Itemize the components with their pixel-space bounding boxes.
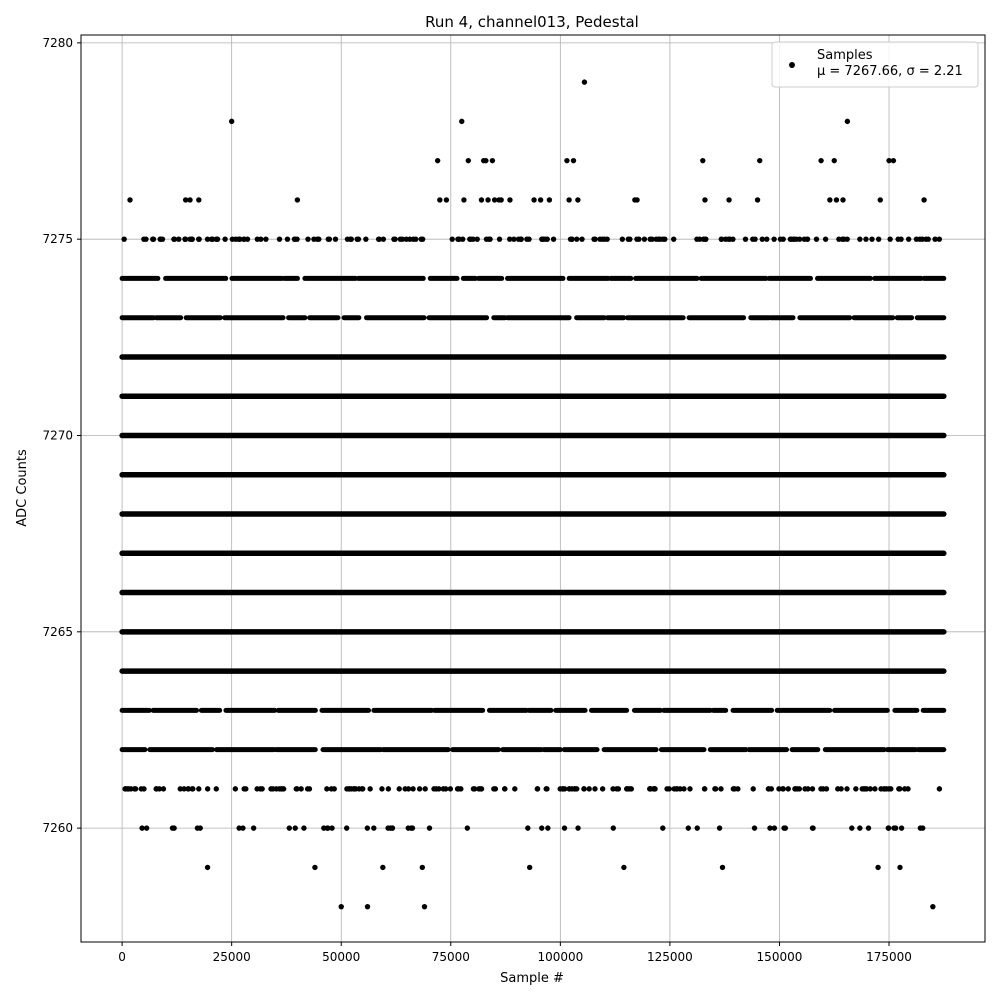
sample-point bbox=[339, 904, 344, 909]
sample-point bbox=[866, 825, 871, 830]
sample-point bbox=[642, 236, 647, 241]
sample-point bbox=[460, 236, 465, 241]
sample-point bbox=[926, 236, 931, 241]
sample-point bbox=[538, 197, 543, 202]
x-tick-label: 75000 bbox=[431, 950, 470, 964]
sample-point bbox=[427, 825, 432, 830]
sample-point bbox=[365, 825, 370, 830]
sample-point bbox=[263, 236, 268, 241]
sample-point bbox=[477, 786, 482, 791]
sample-point bbox=[703, 236, 708, 241]
sample-point bbox=[647, 236, 652, 241]
sample-point bbox=[592, 786, 597, 791]
sample-point bbox=[899, 825, 904, 830]
sample-point bbox=[210, 236, 215, 241]
sample-point bbox=[485, 197, 490, 202]
sample-point bbox=[287, 825, 292, 830]
sample-point bbox=[236, 825, 241, 830]
sample-point bbox=[420, 865, 425, 870]
sample-point bbox=[547, 197, 552, 202]
sample-point bbox=[872, 786, 877, 791]
legend-series-label: Samples bbox=[817, 48, 873, 63]
sample-point bbox=[465, 825, 470, 830]
sample-point bbox=[810, 825, 815, 830]
sample-point bbox=[214, 786, 219, 791]
sample-point bbox=[621, 865, 626, 870]
sample-point bbox=[834, 197, 839, 202]
sample-point bbox=[390, 825, 395, 830]
x-tick-label: 100000 bbox=[537, 950, 584, 964]
sample-point bbox=[354, 236, 359, 241]
sample-point bbox=[772, 825, 777, 830]
sample-point bbox=[157, 236, 162, 241]
sample-point bbox=[652, 786, 657, 791]
sample-point bbox=[886, 825, 891, 830]
sample-point bbox=[365, 904, 370, 909]
sample-point bbox=[571, 158, 576, 163]
chart-title: Run 4, channel013, Pedestal bbox=[425, 13, 639, 31]
sample-point bbox=[196, 197, 201, 202]
sample-point bbox=[838, 786, 843, 791]
sample-point bbox=[525, 825, 530, 830]
sample-point bbox=[507, 236, 512, 241]
sample-point bbox=[241, 236, 246, 241]
sample-point bbox=[921, 197, 926, 202]
sample-point bbox=[713, 786, 718, 791]
sample-point bbox=[878, 197, 883, 202]
sample-point bbox=[507, 197, 512, 202]
y-tick-label: 7260 bbox=[42, 821, 73, 836]
sample-point bbox=[122, 786, 127, 791]
sample-point bbox=[376, 236, 381, 241]
sample-point bbox=[562, 825, 567, 830]
sample-point bbox=[386, 786, 391, 791]
sample-point bbox=[402, 786, 407, 791]
sample-point bbox=[295, 197, 300, 202]
sample-point bbox=[363, 236, 368, 241]
sample-point bbox=[820, 786, 825, 791]
sample-point bbox=[413, 236, 418, 241]
sample-point bbox=[443, 786, 448, 791]
y-tick-label: 7270 bbox=[42, 428, 73, 443]
sample-point bbox=[840, 236, 845, 241]
sample-point bbox=[764, 236, 769, 241]
sample-point bbox=[431, 786, 436, 791]
sample-point bbox=[700, 158, 705, 163]
sample-point bbox=[814, 236, 819, 241]
sample-point bbox=[582, 79, 587, 84]
sample-point bbox=[918, 825, 923, 830]
sample-point bbox=[526, 236, 531, 241]
sample-point bbox=[205, 236, 210, 241]
sample-point bbox=[917, 236, 922, 241]
sample-point bbox=[444, 197, 449, 202]
y-tick-label: 7275 bbox=[42, 232, 73, 247]
sample-point bbox=[410, 825, 415, 830]
sample-point bbox=[626, 786, 631, 791]
sample-point bbox=[398, 236, 403, 241]
sample-point bbox=[471, 786, 476, 791]
sample-point bbox=[461, 197, 466, 202]
sample-point bbox=[898, 236, 903, 241]
sample-point bbox=[327, 236, 332, 241]
sample-point bbox=[937, 786, 942, 791]
sample-point bbox=[802, 786, 807, 791]
sample-point bbox=[379, 786, 384, 791]
sample-point bbox=[437, 197, 442, 202]
sample-point bbox=[543, 786, 548, 791]
sample-point bbox=[293, 825, 298, 830]
sample-point bbox=[564, 158, 569, 163]
sample-point bbox=[456, 786, 461, 791]
sample-point bbox=[356, 786, 361, 791]
sample-point bbox=[222, 236, 227, 241]
sample-point bbox=[592, 236, 597, 241]
sample-point bbox=[325, 825, 330, 830]
sample-point bbox=[229, 119, 234, 124]
legend bbox=[772, 42, 978, 87]
y-tick-label: 7280 bbox=[42, 35, 73, 50]
y-tick-label: 7265 bbox=[42, 624, 73, 639]
sample-point bbox=[786, 786, 791, 791]
sample-point bbox=[380, 865, 385, 870]
sample-point bbox=[897, 865, 902, 870]
sample-point bbox=[278, 786, 283, 791]
sample-point bbox=[863, 236, 868, 241]
sample-point bbox=[540, 236, 545, 241]
sample-point bbox=[535, 786, 540, 791]
sample-point bbox=[575, 197, 580, 202]
y-axis-label: ADC Counts bbox=[15, 449, 30, 527]
sample-point bbox=[205, 786, 210, 791]
sample-point bbox=[161, 786, 166, 791]
sample-point bbox=[254, 786, 259, 791]
sample-point bbox=[307, 786, 312, 791]
sample-point bbox=[519, 236, 524, 241]
sample-point bbox=[268, 786, 273, 791]
sample-point bbox=[128, 786, 133, 791]
sample-point bbox=[333, 236, 338, 241]
sample-point bbox=[236, 236, 241, 241]
sample-point bbox=[755, 197, 760, 202]
sample-point bbox=[702, 197, 707, 202]
sample-point bbox=[857, 236, 862, 241]
sample-point bbox=[660, 825, 665, 830]
sample-point bbox=[697, 236, 702, 241]
sample-point bbox=[823, 236, 828, 241]
sample-point bbox=[616, 786, 621, 791]
sample-point bbox=[869, 236, 874, 241]
x-tick-label: 0 bbox=[118, 950, 126, 964]
sample-point bbox=[233, 786, 238, 791]
sample-point bbox=[776, 786, 781, 791]
sample-point bbox=[827, 197, 832, 202]
sample-point bbox=[344, 825, 349, 830]
sample-point bbox=[832, 158, 837, 163]
sample-point bbox=[251, 825, 256, 830]
sample-point bbox=[487, 236, 492, 241]
sample-point bbox=[531, 197, 536, 202]
sample-point bbox=[891, 825, 896, 830]
x-axis-label: Sample # bbox=[500, 971, 564, 986]
sample-point bbox=[561, 786, 566, 791]
sample-point bbox=[417, 786, 422, 791]
sample-point bbox=[241, 786, 246, 791]
sample-point bbox=[757, 158, 762, 163]
sample-point bbox=[891, 158, 896, 163]
sample-point bbox=[475, 236, 480, 241]
sample-point bbox=[371, 825, 376, 830]
sample-point bbox=[397, 786, 402, 791]
sample-point bbox=[450, 236, 455, 241]
sample-point bbox=[579, 236, 584, 241]
sample-point bbox=[844, 786, 849, 791]
sample-point bbox=[305, 236, 310, 241]
sample-point bbox=[788, 236, 793, 241]
sample-point bbox=[575, 825, 580, 830]
sample-point bbox=[743, 236, 748, 241]
sample-point bbox=[171, 825, 176, 830]
sample-point bbox=[466, 158, 471, 163]
sample-point bbox=[731, 786, 736, 791]
sample-point bbox=[345, 236, 350, 241]
sample-point bbox=[726, 236, 731, 241]
sample-point bbox=[422, 904, 427, 909]
sample-point bbox=[459, 119, 464, 124]
sample-point bbox=[818, 158, 823, 163]
sample-point bbox=[586, 786, 591, 791]
sample-point bbox=[258, 236, 263, 241]
sample-point bbox=[906, 236, 911, 241]
sample-point bbox=[183, 236, 188, 241]
sample-point bbox=[189, 236, 194, 241]
sample-point bbox=[497, 236, 502, 241]
sample-point bbox=[205, 865, 210, 870]
sample-point bbox=[420, 236, 425, 241]
sample-point bbox=[196, 786, 201, 791]
sample-point bbox=[502, 786, 507, 791]
sample-point bbox=[868, 786, 873, 791]
sample-point bbox=[285, 236, 290, 241]
x-tick-label: 25000 bbox=[212, 950, 251, 964]
sample-point bbox=[569, 236, 574, 241]
sample-point bbox=[483, 158, 488, 163]
x-tick-label: 50000 bbox=[322, 950, 361, 964]
sample-point bbox=[187, 197, 192, 202]
sample-point bbox=[274, 786, 279, 791]
sample-point bbox=[301, 825, 306, 830]
sample-point bbox=[932, 236, 937, 241]
sample-point bbox=[133, 786, 138, 791]
sample-point bbox=[127, 197, 132, 202]
sample-point bbox=[195, 825, 200, 830]
sample-point bbox=[793, 786, 798, 791]
sample-point bbox=[493, 786, 498, 791]
sample-point bbox=[766, 786, 771, 791]
sample-point bbox=[316, 236, 321, 241]
sample-point bbox=[346, 786, 351, 791]
sample-point bbox=[887, 236, 892, 241]
sample-point bbox=[324, 786, 329, 791]
sample-point bbox=[664, 786, 669, 791]
sample-point bbox=[674, 786, 679, 791]
sample-point bbox=[845, 119, 850, 124]
sample-point bbox=[634, 197, 639, 202]
sample-point bbox=[312, 865, 317, 870]
sample-point bbox=[141, 236, 146, 241]
sample-point bbox=[636, 236, 641, 241]
sample-point bbox=[876, 236, 881, 241]
sample-point bbox=[448, 786, 453, 791]
sample-point bbox=[750, 236, 755, 241]
sample-point bbox=[751, 786, 756, 791]
sample-point bbox=[185, 786, 190, 791]
legend-marker bbox=[789, 62, 795, 68]
sample-point bbox=[435, 158, 440, 163]
sample-point bbox=[620, 236, 625, 241]
sample-point bbox=[687, 786, 692, 791]
sample-point bbox=[720, 865, 725, 870]
sample-point bbox=[602, 236, 607, 241]
sample-point bbox=[294, 786, 299, 791]
sample-point bbox=[144, 825, 149, 830]
sample-point bbox=[215, 236, 220, 241]
sample-point bbox=[436, 786, 441, 791]
sample-point bbox=[752, 825, 757, 830]
sample-point bbox=[392, 236, 397, 241]
sample-point bbox=[853, 786, 858, 791]
sample-point bbox=[718, 786, 723, 791]
sample-point bbox=[572, 786, 577, 791]
sample-point bbox=[139, 786, 144, 791]
sample-point bbox=[930, 904, 935, 909]
sample-point bbox=[410, 786, 415, 791]
sample-point bbox=[551, 236, 556, 241]
sample-point bbox=[545, 825, 550, 830]
sample-point bbox=[840, 197, 845, 202]
sample-point bbox=[352, 786, 357, 791]
x-tick-label: 125000 bbox=[646, 950, 693, 964]
sample-point bbox=[512, 786, 517, 791]
sample-point bbox=[656, 236, 661, 241]
sample-point bbox=[151, 236, 156, 241]
sample-point bbox=[230, 236, 235, 241]
sample-point bbox=[810, 786, 815, 791]
sample-point bbox=[367, 786, 372, 791]
sample-point bbox=[662, 236, 667, 241]
sample-point bbox=[611, 825, 616, 830]
sample-point bbox=[781, 236, 786, 241]
sample-point bbox=[121, 236, 126, 241]
sample-point bbox=[726, 197, 731, 202]
sample-point bbox=[771, 236, 776, 241]
sample-point bbox=[422, 786, 427, 791]
sample-point bbox=[277, 236, 282, 241]
sample-point bbox=[805, 236, 810, 241]
sample-point bbox=[671, 236, 676, 241]
sample-point bbox=[875, 865, 880, 870]
sample-point bbox=[566, 197, 571, 202]
sample-point bbox=[857, 825, 862, 830]
sample-point bbox=[490, 158, 495, 163]
x-tick-label: 150000 bbox=[756, 950, 803, 964]
sample-point bbox=[332, 786, 337, 791]
sample-point bbox=[882, 786, 887, 791]
sample-point bbox=[176, 236, 181, 241]
sample-point bbox=[627, 236, 632, 241]
sample-point bbox=[581, 786, 586, 791]
sample-point bbox=[539, 825, 544, 830]
sample-point bbox=[196, 236, 201, 241]
sample-point bbox=[695, 825, 700, 830]
sample-point bbox=[574, 236, 579, 241]
sample-point bbox=[783, 825, 788, 830]
sample-point bbox=[153, 786, 158, 791]
sample-point bbox=[527, 865, 532, 870]
sample-point bbox=[902, 786, 907, 791]
sample-point bbox=[686, 825, 691, 830]
sample-point bbox=[600, 786, 605, 791]
legend-stats-label: μ = 7267.66, σ = 2.21 bbox=[817, 64, 963, 79]
sample-point bbox=[717, 825, 722, 830]
sample-point bbox=[292, 236, 297, 241]
sample-point bbox=[567, 786, 572, 791]
sample-point bbox=[498, 197, 503, 202]
sample-point bbox=[479, 197, 484, 202]
x-tick-label: 175000 bbox=[866, 950, 912, 964]
sample-point bbox=[702, 786, 707, 791]
sample-point bbox=[849, 825, 854, 830]
sample-point bbox=[896, 786, 901, 791]
